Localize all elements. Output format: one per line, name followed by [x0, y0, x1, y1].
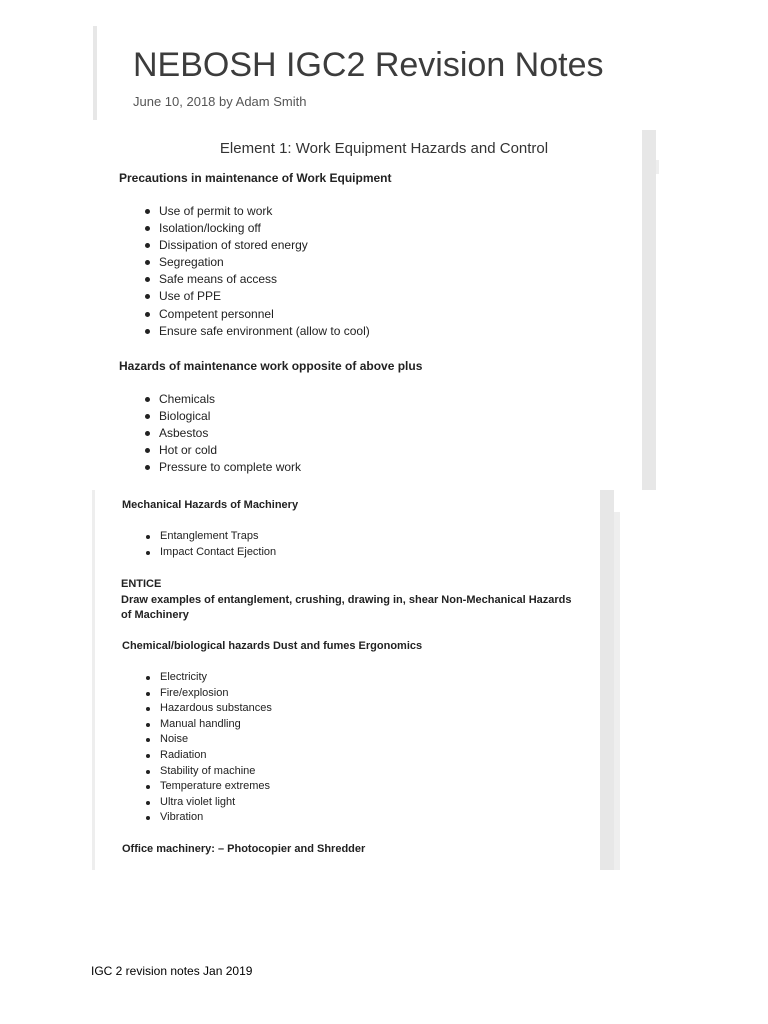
list-item: Ultra violet light — [144, 795, 272, 811]
scrollbar-track-lower — [600, 490, 614, 870]
list-item: Hot or cold — [143, 442, 301, 459]
header-divider — [93, 26, 97, 120]
precautions-heading: Precautions in maintenance of Work Equipment — [119, 171, 392, 185]
list-item: Manual handling — [144, 717, 272, 733]
list-item: Entanglement Traps — [144, 529, 276, 545]
page-footer: IGC 2 revision notes Jan 2019 — [91, 964, 253, 978]
list-item: Biological — [143, 408, 301, 425]
list-item: Electricity — [144, 670, 272, 686]
mechanical-list — [144, 529, 276, 560]
mechanical-heading: Mechanical Hazards of Machinery — [122, 499, 299, 511]
list-item: Stability of machine — [144, 764, 272, 780]
list-item: Ensure safe environment (allow to cool) — [143, 323, 370, 340]
list-item: Noise — [144, 732, 272, 748]
lower-panel-left-edge — [92, 490, 95, 870]
list-item: Radiation — [144, 748, 272, 764]
list-item: Isolation/locking off — [143, 220, 370, 237]
entice-text: Draw examples of entanglement, crushing, drawing in, shear Non-Mechanical Hazards of Machinery — [121, 594, 572, 621]
hazards-maintenance-list — [143, 391, 301, 476]
scrollbar-edge-upper — [656, 160, 659, 174]
office-heading: Office machinery: – Photocopier and Shredder — [122, 843, 366, 855]
list-item: Dissipation of stored energy — [143, 237, 370, 254]
non-mechanical-list — [144, 670, 272, 826]
list-item: Asbestos — [143, 425, 301, 442]
post-title: NEBOSH IGC2 Revision Notes — [133, 46, 604, 84]
list-item: Pressure to complete work — [143, 459, 301, 476]
precautions-list — [143, 203, 370, 340]
hazards-maintenance-heading: Hazards of maintenance work opposite of above plus — [119, 359, 423, 373]
list-item: Fire/explosion — [144, 686, 272, 702]
scrollbar-track-upper — [642, 130, 656, 490]
list-item: Temperature extremes — [144, 779, 272, 795]
list-item: Use of permit to work — [143, 203, 370, 220]
list-item: Hazardous substances — [144, 701, 272, 717]
list-item: Use of PPE — [143, 288, 370, 305]
entice-label: ENTICE — [121, 578, 162, 590]
list-item: Chemicals — [143, 391, 301, 408]
list-item: Safe means of access — [143, 271, 370, 288]
post-meta: June 10, 2018 by Adam Smith — [133, 94, 307, 109]
list-item: Competent personnel — [143, 306, 370, 323]
list-item: Impact Contact Ejection — [144, 545, 276, 561]
list-item: Segregation — [143, 254, 370, 271]
chemical-heading: Chemical/biological hazards Dust and fumes Ergonomics — [122, 640, 423, 652]
list-item: Vibration — [144, 810, 272, 826]
scrollbar-edge-lower — [614, 512, 620, 870]
element-title: Element 1: Work Equipment Hazards and Control — [219, 140, 549, 157]
